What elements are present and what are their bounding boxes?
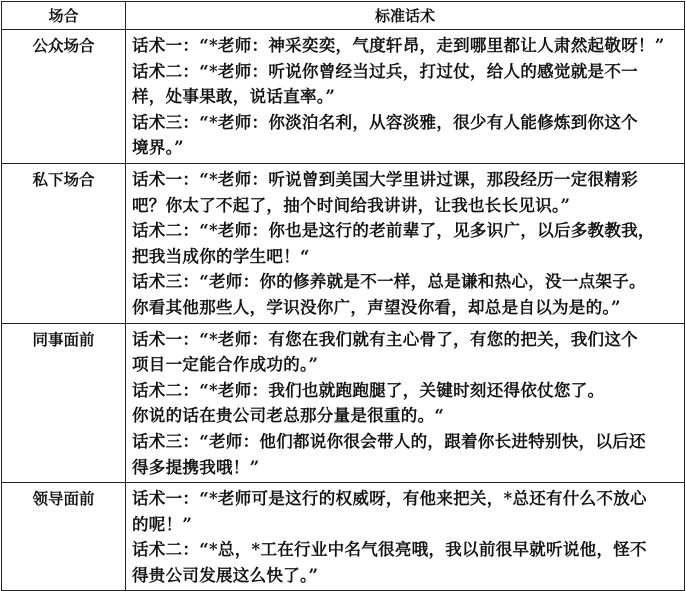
scripts-cell xyxy=(126,483,685,591)
header-occasion: 场合 xyxy=(2,2,126,30)
script-line: 你说的话在贵公司老总那分量是很重的。“ xyxy=(132,406,445,426)
table-header-row xyxy=(2,2,685,30)
occasion-cell: 领导面前 xyxy=(2,483,126,591)
header-standard-script: 标准话术 xyxy=(126,2,685,30)
table-row xyxy=(2,163,685,323)
script-line: 话术二：“*老师：我们也就跑跑腿了，关键时刻还得依仗您了。 xyxy=(132,380,605,400)
script-line: 得多提携我哦！” xyxy=(132,457,260,477)
script-line: 话术二：“*老师：听说你曾经当过兵，打过仗，给人的感觉就是不一 xyxy=(132,61,638,81)
script-line: 把我当成你的学生吧！“ xyxy=(132,246,310,266)
scripts-cell xyxy=(126,323,685,483)
scripts-cell xyxy=(126,163,685,323)
script-line: 境界。” xyxy=(132,138,184,158)
script-line: 的呢！” xyxy=(132,514,193,534)
script-line: 话术三：“老师：你的修养就是不一样，总是谦和热心，没一点架子。 xyxy=(132,272,646,292)
script-line: 吧？你太了不起了，抽个时间给我讲讲，让我也长长见识。” xyxy=(132,195,571,215)
script-line: 话术二：“*总，*工在行业中名气很亮哦，我以前很早就听说他，怪不 xyxy=(132,540,647,560)
script-line: 话术一：“*老师：神采奕奕，气度轩昂，走到哪里都让人肃然起敬呀！” xyxy=(132,36,665,55)
script-line: 话术三：“老师：他们都说你很会带人的，跟着你长进特别快，以后还 xyxy=(132,431,646,451)
occasion-cell: 公众场合 xyxy=(2,30,126,164)
script-line: 话术一：“*老师：有您在我们就有主心骨了，有您的把关，我们这个 xyxy=(132,329,638,349)
occasion-cell: 私下场合 xyxy=(2,163,126,323)
speech-script-table xyxy=(1,1,685,591)
script-line: 话术二：“*老师：你也是这行的老前辈了，见多识广，以后多教教我， xyxy=(132,221,655,241)
script-line: 话术一：“*老师：听说曾到美国大学里讲过课，那段经历一定很精彩 xyxy=(132,169,638,189)
script-line: 样，处事果敢，说话直率。” xyxy=(132,87,336,107)
scripts-cell xyxy=(126,30,685,164)
table-row xyxy=(2,483,685,591)
script-line: 项目一定能合作成功的。” xyxy=(132,355,319,375)
table-row xyxy=(2,323,685,483)
script-line: 话术三：“*老师：你淡泊名利，从容淡雅，很少有人能修炼到你这个 xyxy=(132,112,638,132)
script-line: 话术一：“*老师可是这行的权威呀，有他来把关，*总还有什么不放心 xyxy=(132,489,647,509)
table-row xyxy=(2,30,685,164)
occasion-cell: 同事面前 xyxy=(2,323,126,483)
script-line: 你看其他那些人，学识没你广，声望没你看，却总是自以为是的。” xyxy=(132,297,621,317)
script-line: 得贵公司发展这么快了。” xyxy=(132,565,319,585)
